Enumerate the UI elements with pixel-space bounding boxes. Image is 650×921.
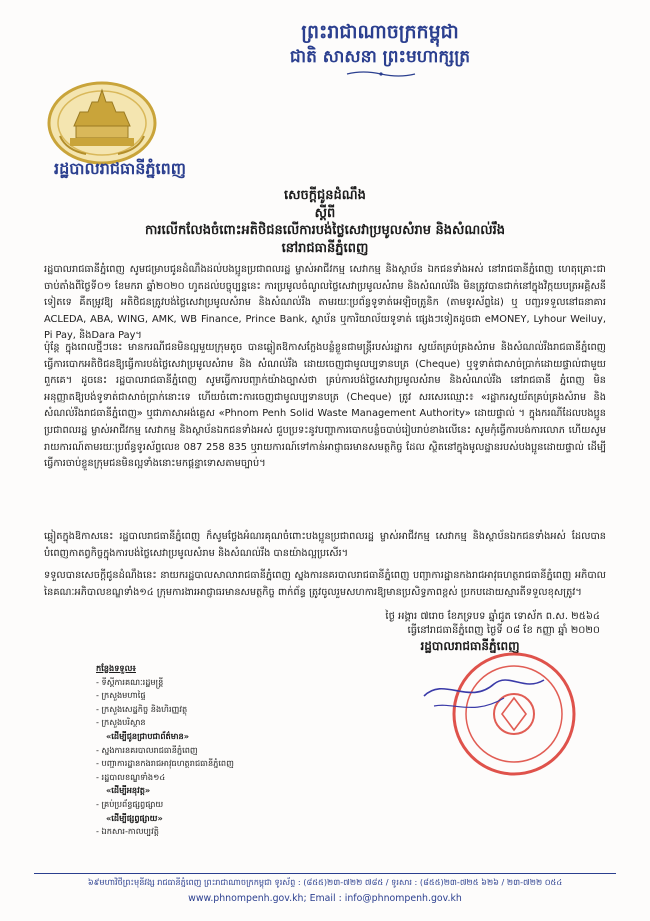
email-label: Email : xyxy=(309,893,342,904)
solar-date: ធ្វើនៅរាជធានីភ្នំពេញ ថ្ងៃទី ០៨ ខែ កញ្ញា ឆ្នាំ ២០២០ xyxy=(407,625,600,636)
website-link[interactable]: www.phnompenh.gov.kh xyxy=(188,893,304,904)
recipients-heading: កន្លែងទទួល៖ xyxy=(96,663,136,673)
recipients-list xyxy=(96,662,326,839)
recipient-item: - បញ្ជាការដ្ឋានកងរាជអាវុធហត្ថរាជធានីភ្នំពេញ xyxy=(96,758,234,769)
official-seal-icon xyxy=(414,636,580,778)
kingdom-heading: ព្រះរាជាណាចក្រកម្ពុជា xyxy=(301,21,459,43)
body-paragraph-2: ប៉ុន្តែ ក្នុងពេលថ្មីៗនេះ មានករណីជនមិនល្អមួយក្រុមតូច បានឆ្លៀតឱកាសក្លែងបន្លំខ្លួនជាមន្ត្រីរបស់រដ្ឋាករ ស្វយ័តគ្រប់គ្រងសំរាម និងសំណល់រឹងរាជធានីភ្នំពេញ ធ្វើការបោកអតិថិជនឱ្យធ្វើការបង់ថ្លៃសេវាប្រមូលសំរាម និង សំណល់រឹង ដោយចេញជាមូលប្បទានបត្រ (Cheque) ឬទូទាត់ជាសាច់ប្រាក់ដោយផ្ទាល់ជាមួយពួកគេ។ ដូចនេះ រដ្ឋបាលរាជធានីភ្នំពេញ សូមធ្វើការបញ្ជាក់យ៉ាងច្បាស់ថា គ្រប់ការបង់ថ្លៃសេវាប្រមូលសំរាម និងសំណល់រឹង នៅរាជធានី ភ្នំពេញ មិនអនុញ្ញាតឱ្យបង់ទូទាត់ជាសាច់ប្រាក់នោះទេ ហើយចំពោះការចេញជាមូលប្បទានបត្រ (Cheque) ត្រូវ សរសេរឈ្មោះ៖ «រដ្ឋាករស្វយ័តគ្រប់គ្រងសំរាម និងសំណល់រឹងរាជធានីភ្នំពេញ» ឬជាភាសាអង់គ្លេស «Phnom Penh Solid Waste Management Authority» ដោយផ្ទាល់ ។ ក្នុងករណីដែលបងប្អូនប្រជាពលរដ្ឋ ម្ចាស់អាជីវកម្ម សេវាកម្ម និងស្ថាប័នឯកជនទាំងអស់ ជួបប្រទះនូវបញ្ហាការបោកបន្លំចបាប់រៀបរាប់ខាងលើនេះ សូមកុំធ្វើការបង់ការលោភ ហើយសូមរាយការណ៍តាមរយៈប្រព័ន្ធទូរស័ព្ទលេខ 087 258 835 ឬរាយការណ៍ទៅកាន់អាជ្ញាធរមានសមត្ថកិច្ច ដែល ស្ថិតនៅក្នុងមូលដ្ឋានរបស់បងប្អូនដោយផ្ទាល់ ដើម្បីធ្វើការចាប់ខ្លួនក្រុមជនមិនល្អទាំងនោះមកផ្តន្ទាទោសតាមច្បាប់។ xyxy=(44,342,606,470)
recipient-item: - ក្រសួងមហាផ្ទៃ xyxy=(96,690,146,701)
recipient-item: - ក្រសួងបរិស្ថាន xyxy=(96,717,146,728)
recipient-item: - រដ្ឋបាលខណ្ឌទាំង១៤ xyxy=(96,771,166,782)
body-paragraph-4: ទទួលបានសេចក្តីជូនដំណឹងនេះ នាយករដ្ឋបាលសាលារាជធានីភ្នំពេញ ស្នងការនគរបាលរាជធានីភ្នំពេញ បញ្ជាការដ្ឋានកងរាជអាវុធហត្ថរាជធានីភ្នំពេញ អភិបាល នៃគណៈអភិបាលខណ្ឌទាំង១៤ ក្រុមការងារអាជ្ញាធរមានសមត្ថកិច្ច ពាក់ព័ន្ធ ត្រូវចូលរួមសហការឱ្យមានប្រសិទ្ធភាពខ្ពស់ ប្រកបដោយស្មារតីទទួលខុសត្រូវ។ xyxy=(44,570,606,598)
footer-address: ៦៩មហាវិថីព្រះមុនីវង្ស រាជធានីភ្នំពេញ ព្រះរាជាណាចក្រកម្ពុជា ទូរស័ព្ទ : (៨៥៥)២៣-៧២២ ៧៨៥ / ទូរសារ : (៨៥៥)២៣-៧២៥ ៦២៦ / ២៣-៧២២ ០៥៤ xyxy=(87,877,563,887)
notice-subject: ការលើកលែងចំពោះអតិថិជនលើការបង់ថ្លៃសេវាប្រមូលសំរាម និងសំណល់រឹង xyxy=(144,223,506,238)
lunar-date: ថ្ងៃ អង្គារ ៧រោច ខែភទ្របទ ឆ្នាំជូត ទោស័ក ព.ស. ២៥៦៤ xyxy=(385,611,600,622)
footer-contact: www.phnompenh.gov.kh; Email : info@phnompenh.gov.kh xyxy=(188,893,462,904)
body-paragraph-3: ឆ្លៀតក្នុងឱកាសនេះ រដ្ឋបាលរាជធានីភ្នំពេញ ក៏សូមថ្លែងអំណរគុណចំពោះបងប្អូនប្រជាពលរដ្ឋ ម្ចាស់អាជីវកម្ម សេវាកម្ម និងស្ថាប័នឯកជនទាំងអស់ ដែលបានបំពេញកាតព្វកិច្ចក្នុងការបង់ថ្លៃសេវាប្រមូលសំរាម និងសំណល់រឹង បានយ៉ាងល្អប្រសើរ។ xyxy=(44,531,606,559)
recipient-group-purpose: «ដើម្បីជូនជ្រាបជាព័ត៌មាន» xyxy=(106,730,190,741)
signatory-title: រដ្ឋបាលរាជធានីភ្នំពេញ xyxy=(420,639,520,653)
issuer-name: រដ្ឋបាលរាជធានីភ្នំពេញ xyxy=(53,159,187,178)
city-emblem-icon xyxy=(46,80,158,166)
notice-title: សេចក្តីជូនដំណឹង xyxy=(284,188,366,203)
recipient-group-purpose: «ដើម្បីផ្សព្វផ្សាយ» xyxy=(106,812,163,823)
recipient-item: - ក្រសួងសេដ្ឋកិច្ច និងហិរញ្ញវត្ថុ xyxy=(96,703,188,714)
notice-subject-label: ស្តីពី xyxy=(314,206,336,221)
recipient-item: - ឯកសារ-កាលប្បវត្តិ xyxy=(96,826,159,837)
recipient-item: - គ្រប់ប្រព័ន្ធផ្សព្វផ្សាយ xyxy=(96,798,164,809)
notice-location: នៅរាជធានីភ្នំពេញ xyxy=(281,241,369,256)
recipient-item: - ស្នងការនគរបាលរាជធានីភ្នំពេញ xyxy=(96,744,198,755)
recipient-item: - ទីស្តីការគណៈរដ្ឋមន្ត្រី xyxy=(96,676,164,687)
ornament-divider-icon xyxy=(345,70,417,78)
email-link[interactable]: info@phnompenh.gov.kh xyxy=(344,893,462,904)
national-motto: ជាតិ សាសនា ព្រះមហាក្សត្រ xyxy=(289,47,471,67)
footer-divider xyxy=(34,873,616,874)
recipient-group-purpose: «ដើម្បីអនុវត្ត» xyxy=(106,785,151,796)
body-paragraph-1: រដ្ឋបាលរាជធានីភ្នំពេញ សូមជម្រាបជូនដំណឹងដល់បងប្អូនប្រជាពលរដ្ឋ ម្ចាស់អាជីវកម្ម សេវាកម្ម និងស្ថាប័ន ឯកជនទាំងអស់ នៅរាជធានីភ្នំពេញ ហេតុគ្រោះជា ចាប់តាំងពីថ្ងៃទី០១ ខែមករា ឆ្នាំ២០២០ ហូតដល់បច្ចុប្បន្ននេះ ការប្រមូលចំណូលថ្លៃសេវាប្រមូលសំរាម និងសំណល់រឹង មិនត្រូវបានជាក់នៅក្នុងវិក្កយបត្រអគ្គិសនីទៀតទេ គឺតម្រូវឱ្យ អតិថិជនត្រូវបង់ថ្លៃសេវាប្រមូលសំរាម និងសំណល់រឹង តាមរយៈប្រព័ន្ធទូទាត់អេឡិចត្រូនិក (តាមទូរស័ព្ទដៃ) ឬ បញ្ជរទទួលនៅធនាគារ ACLEDA, ABA, WING, AMK, WB Finance, Prince Bank, ស្ថាប័ន ឬការិយាល័យទូទាត់ ផ្សេងៗទៀតដូចជា eMONEY, Lyhour Weiluy, Pi Pay, និងDara Pay។ xyxy=(44,264,606,342)
